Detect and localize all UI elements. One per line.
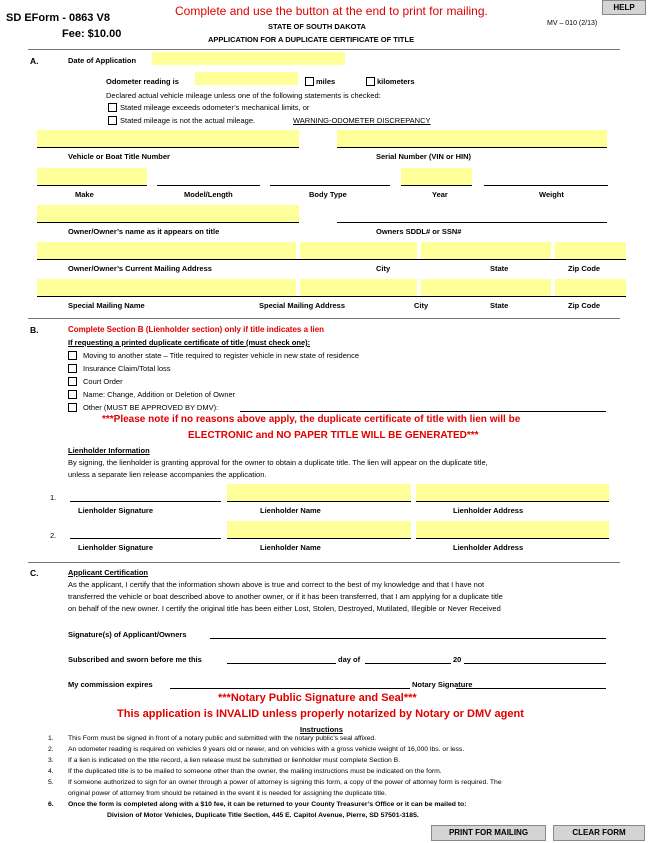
instruction-text: Division of Motor Vehicles, Duplicate Title Section, 445 E. Capitol Avenue, Pierre, SD 57501-3185. — [107, 812, 419, 819]
special-city-field[interactable] — [421, 279, 551, 296]
special-name-field[interactable] — [37, 279, 296, 296]
lienholder-1-address-field[interactable] — [416, 484, 609, 501]
special-name-label: Special Mailing Name — [68, 301, 145, 310]
notary-seal-text: ***Notary Public Signature and Seal*** — [218, 692, 417, 704]
print-for-mailing-button[interactable]: PRINT FOR MAILING — [431, 825, 546, 841]
state-label: State — [490, 264, 509, 273]
other-input[interactable] — [240, 411, 606, 412]
zip-field[interactable] — [555, 242, 626, 259]
subscribed-label: Subscribed and sworn before me this — [68, 655, 202, 664]
instruction-text: Once the form is completed along with a $10 fee, it can be returned to your County Treasurer’s Office or it can be mailed to: — [68, 801, 467, 808]
state-title: STATE OF SOUTH DAKOTA — [268, 22, 366, 31]
instruction-number: 2. — [48, 746, 54, 753]
lienholder-1-name-label: Lienholder Name — [260, 506, 321, 515]
section-a-letter: A. — [30, 56, 39, 66]
kilometers-checkbox[interactable] — [366, 77, 375, 86]
print-notice: Complete and use the button at the end to print for mailing. — [175, 4, 488, 18]
ssn-label: Owners SDDL# or SSN# — [376, 227, 462, 236]
section-b-heading: Complete Section B (Lienholder section) only if title indicates a lien — [68, 325, 325, 334]
odometer-label: Odometer reading is — [106, 77, 179, 86]
instruction-text: This Form must be signed in front of a notary public and submitted with the notary public’s seal affixed. — [68, 735, 377, 742]
instruction-number: 1. — [48, 735, 54, 742]
applicant-signature-line[interactable] — [210, 638, 606, 639]
state-field[interactable] — [421, 242, 551, 259]
insurance-checkbox[interactable] — [68, 364, 77, 373]
odometer-field[interactable] — [195, 72, 298, 85]
instruction-number: 6. — [48, 801, 54, 808]
warning-text: WARNING-ODOMETER DISCREPANCY — [293, 116, 431, 125]
fee: Fee: $10.00 — [62, 28, 122, 40]
declared-text: Declared actual vehicle mileage unless one of the following statements is checked: — [106, 91, 381, 100]
date-field[interactable] — [152, 52, 345, 65]
lienholder-2-address-label: Lienholder Address — [453, 543, 524, 552]
not-actual-checkbox[interactable] — [108, 116, 117, 125]
day-of-label: day of — [338, 655, 361, 664]
instruction-number: 3. — [48, 757, 54, 764]
mailing-address-label: Owner/Owner’s Current Mailing Address — [68, 264, 212, 273]
title-number-label: Vehicle or Boat Title Number — [68, 152, 170, 161]
cert-line-1: As the applicant, I certify that the information shown above is true and correct to the best of my knowledge and that I have not — [68, 580, 485, 589]
year-field[interactable] — [401, 168, 472, 185]
serial-label: Serial Number (VIN or HIN) — [376, 152, 472, 161]
other-label: Other (MUST BE APPROVED BY DMV): — [83, 403, 219, 412]
commission-line[interactable] — [170, 688, 410, 689]
insurance-label: Insurance Claim/Total loss — [83, 364, 171, 373]
weight-label: Weight — [539, 190, 564, 199]
moving-label: Moving to another state – Title required to register vehicle in new state of residence — [83, 351, 359, 360]
instruction-number: 4. — [48, 768, 54, 775]
body-label: Body Type — [309, 190, 347, 199]
invalid-text: This application is INVALID unless properly notarized by Notary or DMV agent — [117, 708, 524, 720]
city-field[interactable] — [300, 242, 417, 259]
notary-signature-line[interactable] — [456, 688, 606, 689]
month-line[interactable] — [365, 663, 451, 664]
lienholder-1-number: 1. — [50, 493, 57, 502]
applicant-cert-heading: Applicant Certification — [68, 568, 149, 577]
court-order-checkbox[interactable] — [68, 377, 77, 386]
section-c-letter: C. — [30, 568, 39, 578]
lienholder-2-number: 2. — [50, 531, 57, 540]
lienholder-1-name-field[interactable] — [227, 484, 411, 501]
note-line-2: ELECTRONIC and NO PAPER TITLE WILL BE GENERATED*** — [188, 430, 479, 441]
owner-name-label: Owner/Owner’s name as it appears on title — [68, 227, 220, 236]
court-order-label: Court Order — [83, 377, 123, 386]
day-line[interactable] — [227, 663, 336, 664]
zip-label: Zip Code — [568, 264, 601, 273]
special-state-label: State — [490, 301, 509, 310]
year-line[interactable] — [464, 663, 606, 664]
cert-line-3: on behalf of the new owner. I certify the original title has been either Lost, Stolen, Destroyed, Mutilated, Illegible or Never Received — [68, 604, 501, 613]
serial-field[interactable] — [337, 130, 607, 147]
special-city-label: City — [414, 301, 429, 310]
moving-checkbox[interactable] — [68, 351, 77, 360]
exceeds-checkbox[interactable] — [108, 103, 117, 112]
model-label: Model/Length — [184, 190, 233, 199]
help-button[interactable]: HELP — [602, 0, 646, 15]
cert-line-2: transferred the vehicle or boat described above to another owner, or if it has been transferred, that I am applying for a duplicate title — [68, 592, 503, 601]
lienholder-1-sig-label: Lienholder Signature — [78, 506, 154, 515]
city-label: City — [376, 264, 391, 273]
kilometers-label: kilometers — [377, 77, 415, 86]
name-change-checkbox[interactable] — [68, 390, 77, 399]
instruction-number: 5. — [48, 779, 54, 786]
instruction-text: If the duplicated title is to be mailed to someone other than the owner, the mailing instructions must be indicated on the form. — [68, 768, 442, 775]
lienholder-2-sig-label: Lienholder Signature — [78, 543, 154, 552]
instructions-heading: Instructions — [300, 725, 343, 734]
year-prefix: 20 — [453, 655, 462, 664]
mailing-address-field[interactable] — [37, 242, 296, 259]
year-label: Year — [432, 190, 448, 199]
make-label: Make — [75, 190, 94, 199]
name-change-label: Name: Change, Addition or Deletion of Owner — [83, 390, 236, 399]
special-zip-field[interactable] — [555, 279, 626, 296]
date-label: Date of Application — [68, 56, 137, 65]
miles-label: miles — [316, 77, 336, 86]
not-actual-label: Stated mileage is not the actual mileage. — [120, 116, 256, 125]
section-b-letter: B. — [30, 325, 39, 335]
note-line-1: ***Please note if no reasons above apply, the duplicate certificate of title with lien will be — [102, 414, 521, 425]
exceeds-label: Stated mileage exceeds odometer’s mechanical limits, or — [120, 103, 310, 112]
notary-signature-label: Notary Signature — [412, 680, 473, 689]
special-zip-label: Zip Code — [568, 301, 601, 310]
instruction-text: An odometer reading is required on vehicles 9 years old or newer, and on vehicles with a gross vehicle weight of 16,000 lbs. or less. — [68, 746, 465, 753]
lienholder-text-1: By signing, the lienholder is granting approval for the owner to obtain a duplicate title. The lien will appear on the duplicate title, — [68, 458, 488, 467]
lienholder-2-address-field[interactable] — [416, 521, 609, 538]
owner-name-field[interactable] — [37, 205, 299, 222]
miles-checkbox[interactable] — [305, 77, 314, 86]
lienholder-text-2: unless a separate lien release accompanies the application. — [68, 470, 267, 479]
other-checkbox[interactable] — [68, 403, 77, 412]
form-number: MV – 010 (2/13) — [547, 20, 598, 27]
lienholder-1-address-label: Lienholder Address — [453, 506, 524, 515]
lienholder-info-heading: Lienholder Information — [68, 446, 150, 455]
special-address-field[interactable] — [300, 279, 417, 296]
form-id: SD EForm - 0863 V8 — [6, 12, 110, 24]
lienholder-2-name-label: Lienholder Name — [260, 543, 321, 552]
form-title: APPLICATION FOR A DUPLICATE CERTIFICATE OF TITLE — [208, 35, 415, 44]
lienholder-2-name-field[interactable] — [227, 521, 411, 538]
clear-form-button[interactable]: CLEAR FORM — [553, 825, 645, 841]
commission-label: My commission expires — [68, 680, 153, 689]
title-number-field[interactable] — [37, 130, 299, 147]
signatures-label: Signature(s) of Applicant/Owners — [68, 630, 187, 639]
instruction-text: If someone authorized to sign for an owner through a power of attorney is signing this form, a copy of the power of attorney form is required. The — [68, 779, 502, 786]
special-address-label: Special Mailing Address — [259, 301, 345, 310]
instruction-text: original power of attorney from should be retained in the event it is needed for assigning the duplicate title. — [68, 790, 387, 797]
make-field[interactable] — [37, 168, 147, 185]
if-requesting-text: If requesting a printed duplicate certificate of title (must check one): — [68, 338, 311, 347]
instruction-text: If a lien is indicated on the title record, a lien release must be submitted or lienholder must complete Section B. — [68, 757, 401, 764]
